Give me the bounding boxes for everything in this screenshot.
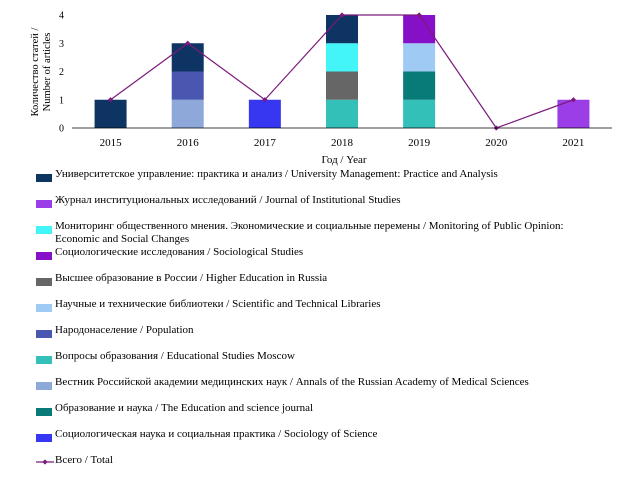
legend-item [36, 404, 611, 430]
legend-label: Образование и наука / The Education and science journal [55, 402, 314, 414]
x-tick-label: 2017 [253, 137, 276, 149]
legend-label: Социологические исследования / Sociological Studies [55, 246, 304, 258]
legend-swatch [36, 174, 52, 182]
bar-segment [326, 100, 358, 128]
y-axis-label: Количество статей / [30, 27, 41, 117]
bar-segment [403, 15, 435, 43]
legend-swatch [36, 252, 52, 260]
legend-swatch [36, 434, 52, 442]
legend-item [36, 326, 611, 352]
legend-swatch [36, 408, 52, 416]
bar-layer [95, 15, 590, 128]
x-axis-label: Год / Year [321, 154, 367, 166]
legend-swatch [36, 330, 52, 338]
legend-swatch [36, 356, 52, 364]
legend-label: Университетское управление: практика и анализ / University Management: Practice and Analysis [55, 168, 498, 180]
legend-item [36, 170, 611, 196]
bar-segment [172, 72, 204, 100]
legend-label: Социологическая наука и социальная практика / Sociology of Science [55, 428, 378, 440]
x-tick-label: 2021 [562, 137, 585, 149]
x-tick-label: 2020 [485, 137, 508, 149]
y-tick-label: 4 [59, 10, 64, 22]
y-tick-label: 0 [59, 123, 64, 135]
bar-segment [326, 43, 358, 71]
y-tick-label: 1 [59, 95, 64, 107]
legend-label: Научные и технические библиотеки / Scientific and Technical Libraries [55, 298, 381, 310]
legend-label: Народонаселение / Population [55, 324, 194, 336]
bar-segment [403, 100, 435, 128]
x-tick-label: 2018 [331, 137, 353, 149]
legend-item [36, 378, 611, 404]
bar-segment [403, 72, 435, 100]
legend-swatch [36, 200, 52, 208]
bar-segment [403, 43, 435, 71]
y-tick-label: 2 [59, 67, 64, 78]
legend-label: Мониторинг общественного мнения. Экономические и социальные перемены / Monitoring of Public Opinion: Economic and Social Changes [55, 220, 564, 245]
bar-segment [326, 72, 358, 100]
legend-label: Вестник Российской академии медицинских наук / Annals of the Russian Academy of Medical Sciences [55, 376, 529, 388]
legend-label: Вопросы образования / Educational Studies Moscow [55, 350, 295, 362]
legend-label: Всего / Total [55, 454, 113, 466]
legend-item [36, 274, 611, 300]
legend-swatch [36, 382, 52, 390]
legend-item [36, 456, 611, 482]
legend-swatch [36, 278, 52, 286]
bar-segment [95, 100, 127, 128]
legend-item [36, 300, 611, 326]
bar-segment [326, 15, 358, 43]
legend-line-key [36, 456, 54, 468]
legend-item [36, 352, 611, 378]
bar-segment [172, 100, 204, 128]
bar-segment [172, 43, 204, 71]
legend-item [36, 430, 611, 456]
bar-segment [249, 100, 281, 128]
legend-swatch [36, 226, 52, 234]
x-tick-label: 2016 [176, 137, 199, 149]
legend-item [36, 222, 611, 248]
y-tick-label: 3 [59, 38, 64, 50]
legend-label: Высшее образование в России / Higher Education in Russia [55, 272, 328, 284]
stacked-bar-chart [0, 0, 624, 170]
x-tick-label: 2019 [408, 137, 431, 149]
y-axis-label: Number of articles [42, 32, 53, 112]
legend-item [36, 196, 611, 222]
x-tick-label: 2015 [99, 137, 122, 149]
legend-swatch [36, 304, 52, 312]
legend-label: Журнал институциональных исследований / Journal of Institutional Studies [55, 194, 401, 206]
legend-item [36, 248, 611, 274]
